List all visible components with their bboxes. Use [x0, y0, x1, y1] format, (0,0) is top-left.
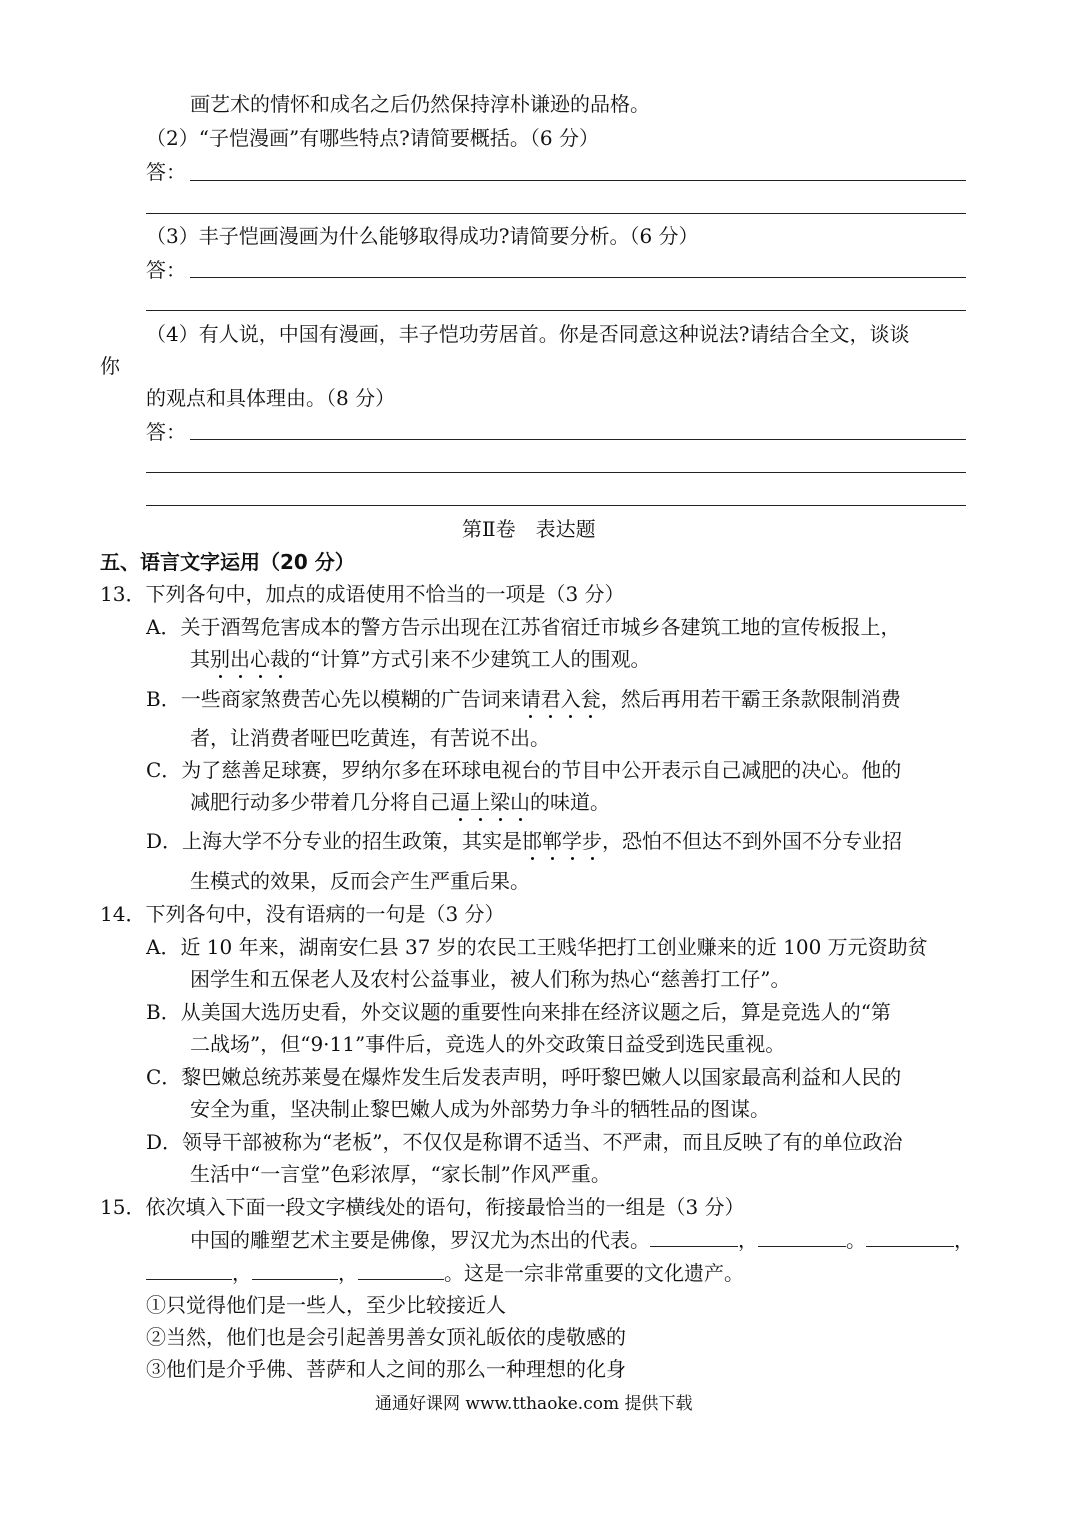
q12-3-answer-label: 答：: [146, 258, 186, 282]
q15-option-2: ②当然，他们也是会引起善男善女顶礼皈依的虔敬感的: [146, 1325, 626, 1349]
q15-passage-line1: 中国的雕塑艺术主要是佛像，罗汉尤为杰出的代表。 ， 。 ，: [190, 1228, 974, 1252]
q13-stem: 13．下列各句中，加点的成语使用不恰当的一项是（3 分）: [100, 582, 625, 606]
page-footer: 通通好课网 www.tthaoke.com 提供下载: [375, 1394, 693, 1414]
q14-option-b-line1: B．从美国大选历史看，外交议题的重要性向来排在经济议题之后，算是竞选人的“第: [146, 1000, 891, 1024]
answer-line: [146, 472, 966, 473]
q13-option-d-line1: D．上海大学不分专业的招生政策，其实是邯郸学步，恐怕不但达不到外国不分专业招: [146, 829, 903, 853]
q14-option-a-line2: 困学生和五保老人及农村公益事业，被人们称为热心“慈善打工仔”。: [190, 967, 791, 991]
q15-stem: 15．依次填入下面一段文字横线处的语句，衔接最恰当的一组是（3 分）: [100, 1195, 745, 1219]
q14-stem: 14．下列各句中，没有语病的一句是（3 分）: [100, 902, 505, 926]
q12-4-prompt-line3: 的观点和具体理由。（8 分）: [146, 386, 396, 410]
q15-option-3: ③他们是介乎佛、菩萨和人之间的那么一种理想的化身: [146, 1357, 626, 1381]
answer-line: [146, 213, 966, 214]
q12-4-answer-label: 答：: [146, 420, 186, 444]
q13-option-a-line2: 其别出心裁的“计算”方式引来不少建筑工人的围观。: [190, 647, 651, 671]
q14-option-b-line2: 二战场”，但“9·11”事件后，竞选人的外交政策日益受到选民重视。: [190, 1032, 786, 1056]
fill-blank: [866, 1228, 954, 1247]
answer-line: [146, 310, 966, 311]
fill-blank: [358, 1261, 444, 1280]
q12-4-prompt-line1: （4）有人说，中国有漫画，丰子恺功劳居首。你是否同意这种说法?请结合全文，谈谈: [146, 322, 910, 346]
section-5-title: 五、语言文字运用（20 分）: [100, 550, 355, 574]
q15-option-1: ①只觉得他们是一些人，至少比较接近人: [146, 1293, 506, 1317]
answer-line: [190, 277, 966, 278]
q14-option-c-line1: C．黎巴嫩总统苏莱曼在爆炸发生后发表声明，呼吁黎巴嫩人以国家最高利益和人民的: [146, 1065, 902, 1089]
q13-option-b-line1: B．一些商家煞费苦心先以模糊的广告词来请君入瓮，然后再用若干霸王条款限制消费: [146, 687, 901, 711]
q12-paragraph-tail: 画艺术的情怀和成名之后仍然保持淳朴谦逊的品格。: [190, 92, 650, 116]
q12-2-prompt: （2）“子恺漫画”有哪些特点?请简要概括。（6 分）: [146, 126, 599, 150]
q13-option-b-line2: 者，让消费者哑巴吃黄连，有苦说不出。: [190, 726, 550, 750]
q14-option-a-line1: A．近 10 年来，湖南安仁县 37 岁的农民工王贱华把打工创业赚来的近 100 万元资助贫: [146, 935, 928, 959]
answer-line: [146, 505, 966, 506]
fill-blank: [252, 1261, 338, 1280]
q14-option-c-line2: 安全为重，坚决制止黎巴嫩人成为外部势力争斗的牺牲品的图谋。: [190, 1097, 770, 1121]
q12-2-answer-label: 答：: [146, 160, 186, 184]
q14-option-d-line2: 生活中“一言堂”色彩浓厚，“家长制”作风严重。: [190, 1162, 611, 1186]
answer-line: [190, 180, 966, 181]
q13-option-a-line1: A．关于酒驾危害成本的警方告示出现在江苏省宿迁市城乡各建筑工地的宣传板报上，: [146, 615, 901, 639]
q13-option-c-line1: C．为了慈善足球赛，罗纳尔多在环球电视台的节目中公开表示自己减肥的决心。他的: [146, 758, 902, 782]
q12-3-prompt: （3）丰子恺画漫画为什么能够取得成功?请简要分析。（6 分）: [146, 224, 699, 248]
fill-blank: [146, 1261, 232, 1280]
answer-line: [190, 439, 966, 440]
q12-4-prompt-line2: 你: [100, 354, 120, 378]
q13-option-c-line2: 减肥行动多少带着几分将自己逼上梁山的味道。: [190, 790, 610, 814]
volume-title: 第Ⅱ卷 表达题: [462, 517, 596, 541]
fill-blank: [758, 1228, 846, 1247]
q14-option-d-line1: D．领导干部被称为“老板”，不仅仅是称谓不适当、不严肃，而且反映了有的单位政治: [146, 1130, 903, 1154]
fill-blank: [650, 1228, 738, 1247]
q15-passage-line2: ， ， 。这是一宗非常重要的文化遗产。: [146, 1261, 744, 1285]
q13-option-d-line2: 生模式的效果，反而会产生严重后果。: [190, 869, 530, 893]
